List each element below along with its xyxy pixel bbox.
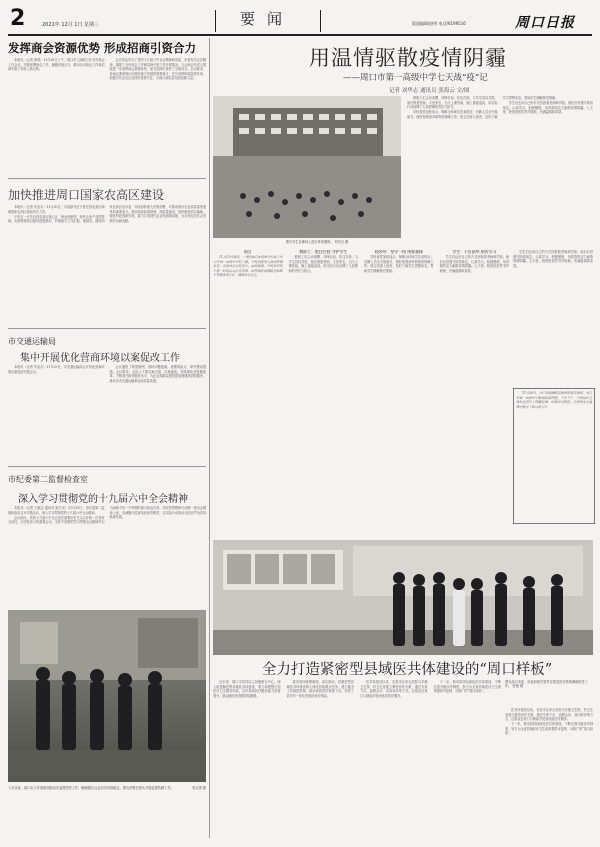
bottom-right-paragraph-2: 下一步，我市将持续深化医共体建设，不断完善分级诊疗制度，努力为全省县域医疗卫生改革提供可复制、可推广的“周口经验”。 <box>505 722 593 735</box>
lead-subtitle: ——周口市第一高级中学七天战“疫”记 <box>343 73 488 83</box>
lead-subhead-1: 前言 <box>243 250 252 254</box>
masthead-divider-right <box>320 10 321 32</box>
article-2-text: 于世宏一行先后到农高区核心区、种业创新园、现代农业产业园等地，实地察看项目建设进展情况，听取相关工作汇报。他指出，建设国家农高区是市委、市政府的重大决策部署，对推动我市农业高质量发展具有重要意义。要坚持高标准规划、高质量建设，加快推进项目落地，强化科技创新引领，着力打造现代农业发展新高地，为全市经济社会发展作出新贡献。 <box>8 205 206 223</box>
lead-right-column <box>513 250 593 380</box>
article-3-body <box>8 365 206 463</box>
lead-subhead-3: 校领导：坚守一线 统筹兼顾 <box>374 250 423 254</box>
bottom-right-column <box>505 708 593 840</box>
brand-logo: 周口日报 <box>515 15 575 31</box>
lead-upper-right-text <box>407 96 593 246</box>
section-title: 要闻 <box>240 10 295 28</box>
police-photo-caption-text: 入冬以来，周口市公安系统加强治安巡逻防控工作，确保辖区社会治安持续稳定。图为民警在街头开展巡逻执勤工作。 <box>8 786 174 790</box>
bottom-title: 全力打造紧密型县域医共体建设的“周口样板” <box>261 662 553 678</box>
lead-sidebar-box <box>513 388 595 524</box>
police-patrol-photo-drawing <box>8 610 206 782</box>
lead-paragraph-3: 学校食堂加班加点，保障全体师生饮食供应；后勤人员全天候值守，做好校园消杀和物资保障工作；班主任深入宿舍，及时了解学生思想动态，帮助学生缓解焦虑情绪。 <box>407 96 559 119</box>
article-2-title: 加快推进周口国家农高区建设 <box>8 188 165 202</box>
article-3-title: 集中开展优化营商环境以案促改工作 <box>20 353 180 364</box>
masthead <box>0 0 600 36</box>
lead-paragraph-2b: 教职工们主动请缨、冲锋在前，吃住在校，与学生同吞共度。他们既是老师，又是家长，白天上课答疑，晚上查寝巡视，用实际行动诠释了人民教师的责任与担当。 <box>288 255 358 273</box>
lead-paragraph-1: 11月13日夜间，一道突如其来的命令打破了周口市第一高级中学的宁静。学校迅速进入封闭管理状态，全体师生在校坚守。面对疫情，学校领导班子第一时间启动应急预案，统筹做好疫情防控和教学管理各项工作，确保师生安全。 <box>213 255 283 277</box>
bottom-feature <box>213 658 593 843</box>
bottom-right-paragraph-1: 医共体建设以来，各县市区牵头医院与乡镇卫生院、村卫生室建立紧密协作关系，通过专家下沉、远程会诊、双向转诊等方式，让群众在家门口就能享受到优质医疗服务。 <box>505 708 593 721</box>
article-4-body <box>8 506 206 606</box>
bottom-paragraph-4: 下一步，我市将持续深化医共体建设，不断完善分级诊疗制度，努力为全省县域医疗卫生改革提供可复制、可推广的“周口经验”。 <box>433 680 501 693</box>
article-3-kicker: 市交通运输局 <box>8 337 56 346</box>
bottom-photo-caption <box>505 680 593 689</box>
lead-story <box>213 38 593 538</box>
lead-paragraph-4b: 学生们也用自己的方式回报着老师和学校。他们自觉遵守防疫规定，认真学习，积极锻炼，用青春的活力驱散疫情阴霾。七天里，校园里依然书声琅琅，充满温情和希望。 <box>439 255 509 273</box>
lead-right-paragraph: 学生们也用自己的方式回报着老师和学校。他们自觉遵守防疫规定，认真学习，积极锻炼，用青春的活力驱散疫情阴霾。七天里，校园里依然书声琅琅，充满温情和希望。 <box>513 250 593 268</box>
article-2-body <box>8 205 206 323</box>
bottom-paragraph-1: 近年来，周口市坚持以人民健康为中心，深入推进紧密型县域医共体建设，着力构建整合型医疗卫生服务体系，全市县域医疗服务能力显著提升，群众就医获得感持续增强。 <box>213 680 281 698</box>
hospital-visit-photo-drawing <box>213 540 593 655</box>
issue-date: 2021年 12月 1日 星期三 <box>42 22 100 28</box>
lead-photo-credit: 刘华志 摄 <box>334 240 349 244</box>
bottom-photo-credit: 张艳 摄 <box>512 684 523 689</box>
bottom-body <box>213 680 501 840</box>
bottom-paragraph-2: 我市坚持统筹谋划、高位推动，将紧密型县域医共体建设纳入深化医改重点任务，建立健全工作推进机制，推动优质医疗资源下沉，形成了县乡村一体化发展的良好格局。 <box>286 680 354 698</box>
lead-lower-text <box>213 250 509 532</box>
left-column <box>8 38 206 838</box>
lead-photo-caption-text: 图为学生在操场上进行体育锻炼。 <box>285 240 334 244</box>
masthead-bottom-rule <box>8 34 592 36</box>
hospital-visit-photo <box>213 540 593 655</box>
article-4-text: 会议指出，党的十九届六中全会是在重要历史关头召开的一次具有全局性、历史性意义的重要会议。全体干部要把学习贯彻全会精神作为当前和今后一个时期的重大政治任务，切实把思想和行动统一到全会精神上来，忠诚履行监督执纪问责职责，以实际行动推动全面从严治党向纵深发展。 <box>8 506 206 524</box>
lead-subhead-2: 教职工：吃住在校 守护学生 <box>299 250 348 254</box>
lead-sidebar-quote: 11月30日，周口市疫情防控指挥部发布通知，周口市第一高级中学解除封闭管理。当天下午，学校组织全体师生进行了核酸检测，结果均为阴性。全校师生在温情中度过了难忘的七天。 <box>516 391 592 409</box>
masthead-divider-left <box>215 10 216 32</box>
lead-byline: 记者 刘华志 通讯员 张海云 文/图 <box>389 88 470 94</box>
lead-photo-drawing <box>213 96 401 238</box>
article-2-dateline: 本报讯（记者 朱亚永）11月30日，市委副书记于世宏到农高区调研国家农高区建设有关工作。 <box>8 205 105 214</box>
article-4-dateline: 本报讯（记者 王献志 通讯员 陈艺光）11月29日，市纪委第二监督检查室召开专题会议，深入学习贯彻党的十九届六中全会精神。 <box>8 506 105 515</box>
editor-line: 版面编辑/赵明 电话/6199516 <box>412 21 466 26</box>
police-photo-caption <box>8 786 206 810</box>
page-number: 2 <box>10 6 26 31</box>
article-1-dateline: 本报讯（记者 徐靖）11月30日上午，周口市工商联召开全市商会工作会议，安排部署商会工作，凝聚发展合力，推动全市商会工作和招商引资工作再上新台阶。 <box>8 58 105 71</box>
article-3-dateline: 本报讯（记者 朱亚永）11月29日，市交通运输局召开优化营商环境以案促改专题会议。 <box>8 365 105 374</box>
article-1-title: 发挥商会资源优势 形成招商引资合力 <box>8 41 197 55</box>
article-4-title: 深入学习贯彻党的十九届六中全会精神 <box>18 494 188 505</box>
article-1-body <box>8 58 206 174</box>
lead-title: 用温情驱散疫情阴霾 <box>309 46 507 70</box>
bottom-paragraph-3: 医共体建设以来，各县市区牵头医院与乡镇卫生院、村卫生室建立紧密协作关系，通过专家下沉、远程会诊、双向转诊等方式，让群众在家门口就能享受到优质医疗服务。 <box>360 680 428 698</box>
column-divider <box>209 38 210 838</box>
article-4-kicker: 市纪委第二监督检查室 <box>8 475 88 484</box>
lead-paragraph-4: 学生们也用自己的方式回报着老师和学校。他们自觉遵守防疫规定，认真学习，积极锻炼，用青春的活力驱散疫情阴霾。七天里，校园里依然书声琅琅，充满温情和希望。 <box>502 101 593 114</box>
lead-paragraph-2: 教职工们主动请缨、冲锋在前，吃住在校，与学生同吞共度。他们既是老师，又是家长，白天上课答疑，晚上查寝巡视，用实际行动诠释了人民教师的责任与担当。 <box>407 96 498 109</box>
article-3-text: 会议通报了典型案例，剖析问题根源，查摆风险点，研究整改措施。会议要求，全局上下要以案为鉴、以案促改，持续深化放管服改革，不断提升政务服务水平，为企业和群众提供更加便捷高效的服务，推动全市交通运输事业高质量发展。 <box>109 365 206 383</box>
police-photo-credit: 张志国 摄 <box>192 786 206 790</box>
article-1-divider <box>8 178 206 179</box>
lead-paragraph-3b: 学校食堂加班加点，保障全体师生饮食供应；后勤人员全天候值守，做好校园消杀和物资保障工作；班主任深入宿舍，及时了解学生思想动态，帮助学生缓解焦虑情绪。 <box>364 255 434 273</box>
article-2-divider <box>8 328 206 329</box>
article-1-text: 会议传达学习了党的十九届六中全会精神和省委、市委有关会议精神，通报了全市商会工作和招商引资工作开展情况，与会商会负责人围绕进一步发挥商会资源优势、助力招商引资作了交流发言。会议要求，各商会要深刻认识服务地方发展的重要意义，充分发挥桥梁纽带作用，积极引导会员企业回乡投资兴业，为周口高质量发展贡献力量。 <box>109 58 206 80</box>
lead-photo <box>213 96 401 238</box>
lead-subhead-4: 学生：不负韶华 刻苦学习 <box>452 250 497 254</box>
police-patrol-photo <box>8 610 206 782</box>
article-3-divider <box>8 466 206 467</box>
bottom-photo-caption-text: 图为周口市委、市政府相关领导在基层医疗机构调研指导工作。 <box>505 680 588 689</box>
lead-photo-caption <box>233 240 401 244</box>
